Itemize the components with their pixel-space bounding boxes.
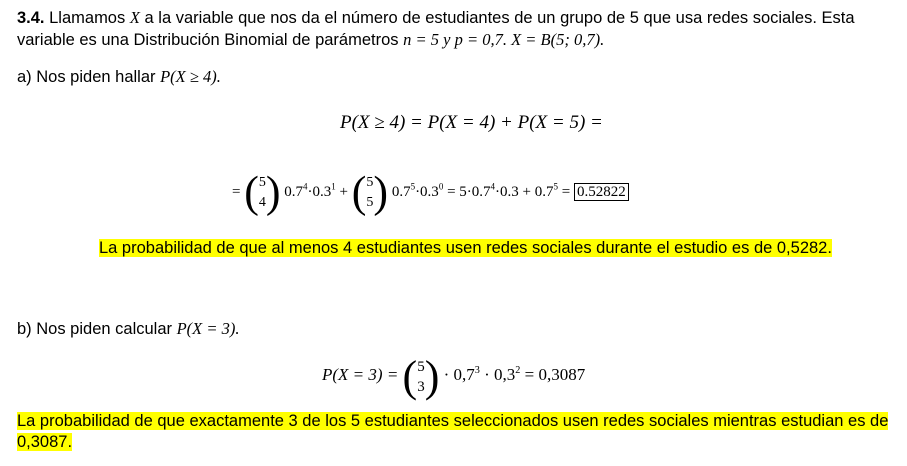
term2b: ·0.3 [415,184,439,200]
binom-b-top: 5 [417,358,425,375]
term2-exp: 5 [410,181,416,192]
binom1-bottom: 4 [258,194,266,210]
eq-b-right: · 0,7 [443,365,475,384]
part-a-prompt [17,66,221,88]
binom2-top: 5 [366,174,374,190]
eq-b-exp2: 2 [515,364,521,376]
binomial-5-3: (5 3) [402,351,440,401]
binom1-top: 5 [258,174,266,190]
binomial-5-4: (5 4) [244,167,281,217]
conclusion-a [99,238,832,259]
equation-a-1-text: P(X ≥ 4) = P(X = 4) + P(X = 5) = [340,112,603,133]
conclusion-b-line1: La probabilidad de que exactamente 3 de los 5 estudiantes seleccionados usen redes sociales mientras estudian es de [17,412,889,430]
intro-variable: X [129,8,140,27]
part-b-prompt [17,318,240,340]
term1-exp: 4 [303,181,308,192]
term2: 0.7 [391,184,411,200]
binomial-5-5: (5 5) [351,167,389,217]
intro-math: n = 5 y p = 0,7. X = B(5; 0,7). [403,30,605,49]
term1: 0.7 [284,184,304,200]
eq-sign: = [561,184,571,200]
equation-b [322,352,585,400]
intro-line-1 [17,7,855,29]
intro-text-1: Llamamos [49,9,126,27]
conclusion-a-text: La probabilidad de que al menos 4 estudiantes usen redes sociales durante el estudio es de 0,5282. [99,239,832,257]
term1b: ·0.3 [307,184,332,200]
intro-text-1-rest: a la variable que nos da el número de estudiantes de un grupo de 5 que usa redes sociales. Esta [144,9,855,27]
part-a-math: P(X ≥ 4). [160,67,221,86]
equation-a-2 [232,169,629,216]
part-b-math: P(X = 3). [176,319,240,338]
binom-b-bottom: 3 [417,378,425,395]
term1b-exp: 1 [331,181,336,192]
eq-b-left: P(X = 3) = [322,365,399,384]
eq-b-exp1: 3 [474,364,480,376]
mid2-exp: 5 [553,181,558,192]
eq2-prefix: = [232,184,241,200]
mid2: ·0.3 + 0.7 [495,184,554,200]
eq-b-result: = 0,3087 [524,365,586,384]
part-a-label: a) Nos piden hallar [17,68,156,86]
equation-a-1 [340,112,603,134]
eq-b-right2: · 0,3 [484,365,516,384]
conclusion-b-line2: 0,3087. [17,433,73,451]
intro-text-2: variable es una Distribución Binomial de parámetros [17,31,399,49]
plus-sign: + [339,184,348,200]
mid-exp: 4 [490,181,496,192]
intro-line-2 [17,29,604,51]
problem-number: 3.4. [17,9,45,27]
part-b-label: b) Nos piden calcular [17,320,172,338]
conclusion-b [17,411,888,453]
result-box: 0.52822 [574,183,629,201]
binom2-bottom: 5 [366,194,374,210]
mid: = 5·0.7 [447,184,491,200]
term2b-exp: 0 [438,181,444,192]
